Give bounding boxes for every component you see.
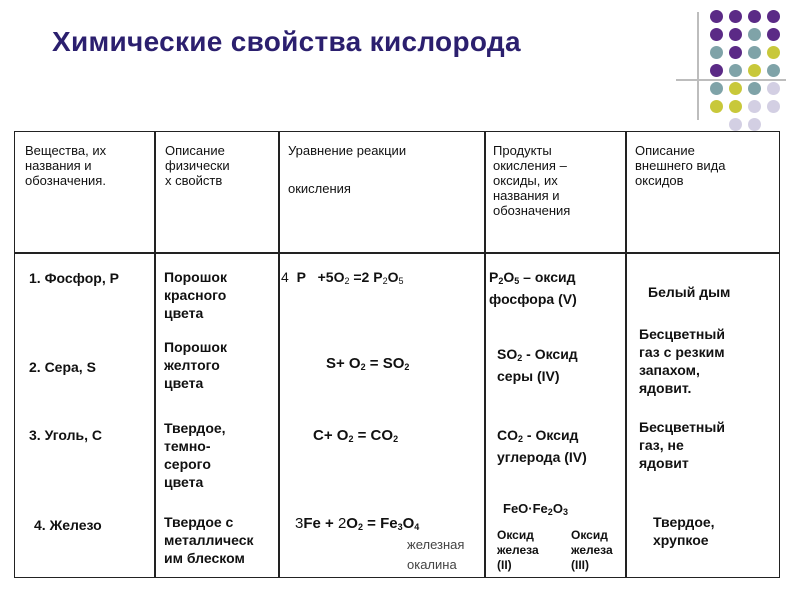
product-iron-oxide-ii: Оксид железа (II) (497, 528, 539, 572)
dot (748, 10, 761, 23)
column-divider (484, 132, 486, 577)
dot (767, 46, 780, 59)
substance-carbon: 3. Уголь, С (29, 427, 102, 443)
dot (767, 64, 780, 77)
dot (748, 28, 761, 41)
appearance-iron: Твердое, хрупкое (653, 514, 715, 548)
dot (748, 82, 761, 95)
dot (710, 100, 723, 113)
dot (729, 100, 742, 113)
dot (767, 28, 780, 41)
page-title: Химические свойства кислорода (52, 26, 521, 57)
column-divider (278, 132, 280, 577)
dot (710, 82, 723, 95)
equation-iron: $3Fe + 2O_2 = Fe_3O_4$ (295, 515, 420, 532)
dot (729, 118, 742, 131)
substance-sulfur: 2. Сера, S (29, 359, 96, 375)
header-oxide-appearance: Описание внешнего вида оксидов (635, 143, 726, 188)
dot (748, 118, 761, 131)
dot (710, 10, 723, 23)
dot (710, 28, 723, 41)
dot (729, 64, 742, 77)
product-iron-formula: $FeO\cdot Fe_2O_3$ (503, 501, 568, 517)
decorative-horizontal-line (676, 79, 786, 81)
dot (710, 64, 723, 77)
dot (767, 100, 780, 113)
physical-iron: Твердое с металлическ им блеском (164, 514, 254, 566)
appearance-carbon: Бесцветный газ, не ядовит (639, 419, 725, 471)
dot (729, 46, 742, 59)
product-sulfur: $SO_2$ - Оксид серы (IV) (497, 346, 578, 384)
dot (748, 64, 761, 77)
dot (748, 100, 761, 113)
header-products: Продукты окисления – оксиды, их названия и обозначения (493, 143, 571, 218)
header-physical-properties: Описание физически х свойств (165, 143, 230, 188)
substance-phosphorus: 1. Фосфор, Р (29, 270, 119, 286)
dot (710, 46, 723, 59)
iron-scale-note: железная окалина (407, 537, 465, 572)
dot (748, 46, 761, 59)
physical-sulfur: Порошок желтого цвета (164, 339, 227, 391)
physical-phosphorus: Порошок красного цвета (164, 269, 227, 321)
header-equation-line2: окисления (288, 181, 351, 196)
equation-sulfur: $S+ O_2 = SO_2$ (326, 355, 410, 372)
dot (767, 82, 780, 95)
product-iron-oxide-iii: Оксид железа (III) (571, 528, 613, 572)
dot (729, 28, 742, 41)
physical-carbon: Твердое, темно- серого цвета (164, 420, 226, 490)
decorative-vertical-line (697, 12, 699, 120)
column-divider (625, 132, 627, 577)
appearance-phosphorus: Белый дым (648, 284, 731, 300)
header-divider (15, 252, 779, 254)
product-carbon: $CO_2$ - Оксид углерода (IV) (497, 427, 587, 465)
appearance-sulfur: Бесцветный газ с резким запахом, ядовит. (639, 326, 725, 396)
equation-phosphorus: 4 Р $+5O_2 =2$ $Р_2O_5$ (281, 269, 404, 286)
column-divider (154, 132, 156, 577)
dot (729, 10, 742, 23)
header-equation-line1: Уравнение реакции (288, 143, 407, 158)
equation-carbon: $C+ O_2 = CO_2$ (313, 427, 399, 444)
header-substances: Вещества, их названия и обозначения. (25, 143, 107, 188)
dot (729, 82, 742, 95)
product-phosphorus: $Р_2O_5$ – оксид фосфора (V) (489, 269, 577, 307)
oxygen-properties-table (14, 131, 780, 578)
dot (767, 10, 780, 23)
substance-iron: 4. Железо (34, 517, 102, 533)
